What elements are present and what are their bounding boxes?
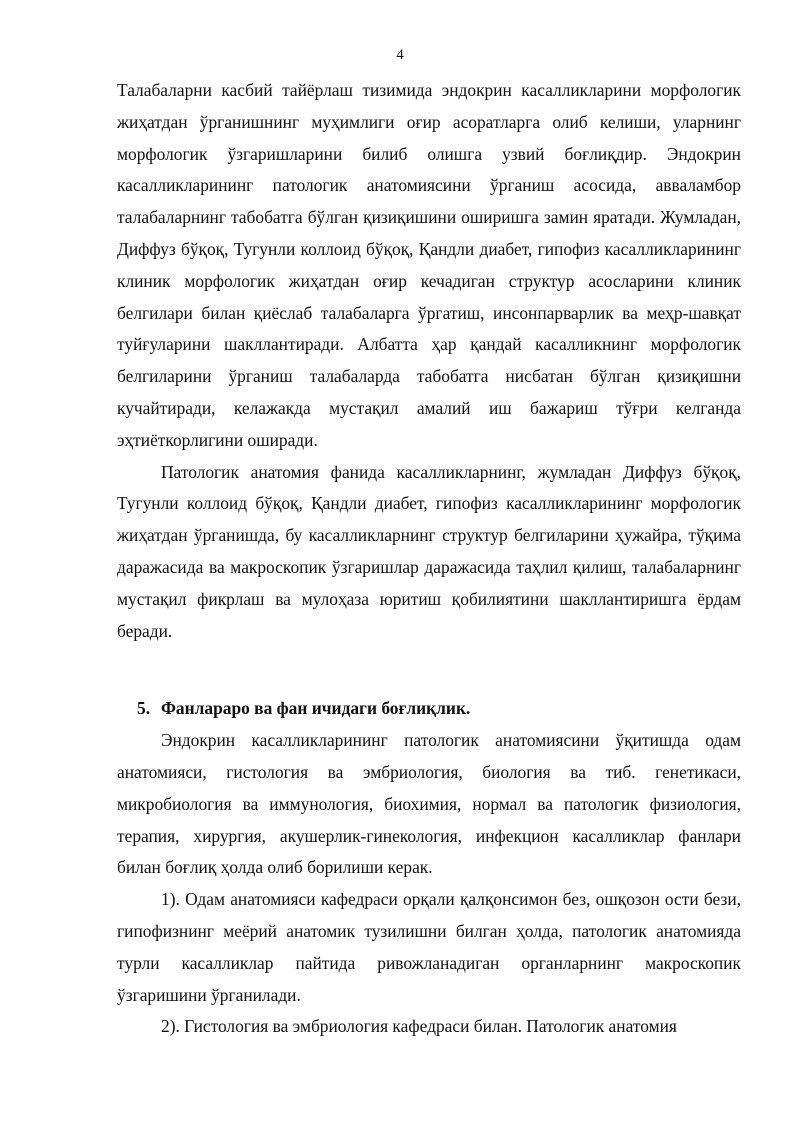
section-number: 5. bbox=[137, 698, 151, 719]
paragraph-item-2-histology: 2). Гистология ва эмбриология кафедраси билан. Патологик анатомия bbox=[161, 1016, 677, 1037]
section-spacer bbox=[117, 647, 741, 693]
page-number: 4 bbox=[396, 47, 404, 63]
paragraph-interdisciplinary: Эндокрин касалликларининг патологик анатомиясини ўқитишда одам анатомияси, гистология ва эмбриология, биология ва тиб. генетикаси, микробиология ва иммунология, биохимия, нормал ва патологик физиология, терапия, хирургия, акушерлик-гинекология, инфекцион касалликлар фанлари билан боғлиқ ҳолда олиб борилиши керак. bbox=[117, 730, 741, 878]
paragraph-item-1-anatomy: 1). Одам анатомияси кафедраси орқали қалқонсимон без, ошқозон ости бези, гипофизнинг меёрий анатомик тузилишни билган ҳолда, патологик анатомияда турли касалликлар пайтида ривожланадиган органларнинг макроскопик ўзгаришини ўрганилади. bbox=[117, 889, 741, 1005]
document-body bbox=[117, 75, 741, 1043]
paragraph-student-training: Талабаларни касбий тайёрлаш тизимида эндокрин касалликларини морфологик жиҳатдан ўрганишнинг муҳимлиги оғир асоратларга олиб келиши, уларнинг морфологик ўзгаришларини билиб олишга узвий боғлиқдир. Эндокрин касалликларининг патологик анатомиясини ўрганиш асосида, авваламбор талабаларнинг табобатга бўлган қизиқишини оширишга замин яратади. Жумладан, Диффуз бўқоқ, Тугунли коллоид бўқоқ, Қандли диабет, гипофиз касалликларининг клиник морфологик жиҳатдан оғир кечадиган структур асосларини клиник белгилари билан қиёслаб талабаларга ўргатиш, инсонпарварлик ва меҳр-шавқат туйғуларини шакллантиради. Албатта ҳар қандай касалликнинг морфологик белгиларини ўрганиш талабаларда табобатга нисбатан бўлган қизиқишни кучайтиради, келажакда мустақил амалий иш бажариш тўғри келганда эҳтиёткорлигини оширади. bbox=[117, 80, 741, 450]
section-heading bbox=[117, 693, 741, 725]
paragraph-pathological-anatomy: Патологик анатомия фанида касалликларнинг, жумладан Диффуз бўқоқ, Тугунли коллоид бўқоқ, Қандли диабет, гипофиз касалликларининг морфологик жиҳатдан ўрганишда, бу касалликларнинг структур белгиларини ҳужайра, тўқима даражасида ва макроскопик ўзгаришлар даражасида таҳлил қилиш, талабаларнинг мустақил фикрлаш ва мулоҳаза юритиш қобилиятини шакллантиришга ёрдам беради. bbox=[117, 461, 741, 641]
section-title: Фанлараро ва фан ичидаги боғлиқлик. bbox=[161, 698, 471, 719]
